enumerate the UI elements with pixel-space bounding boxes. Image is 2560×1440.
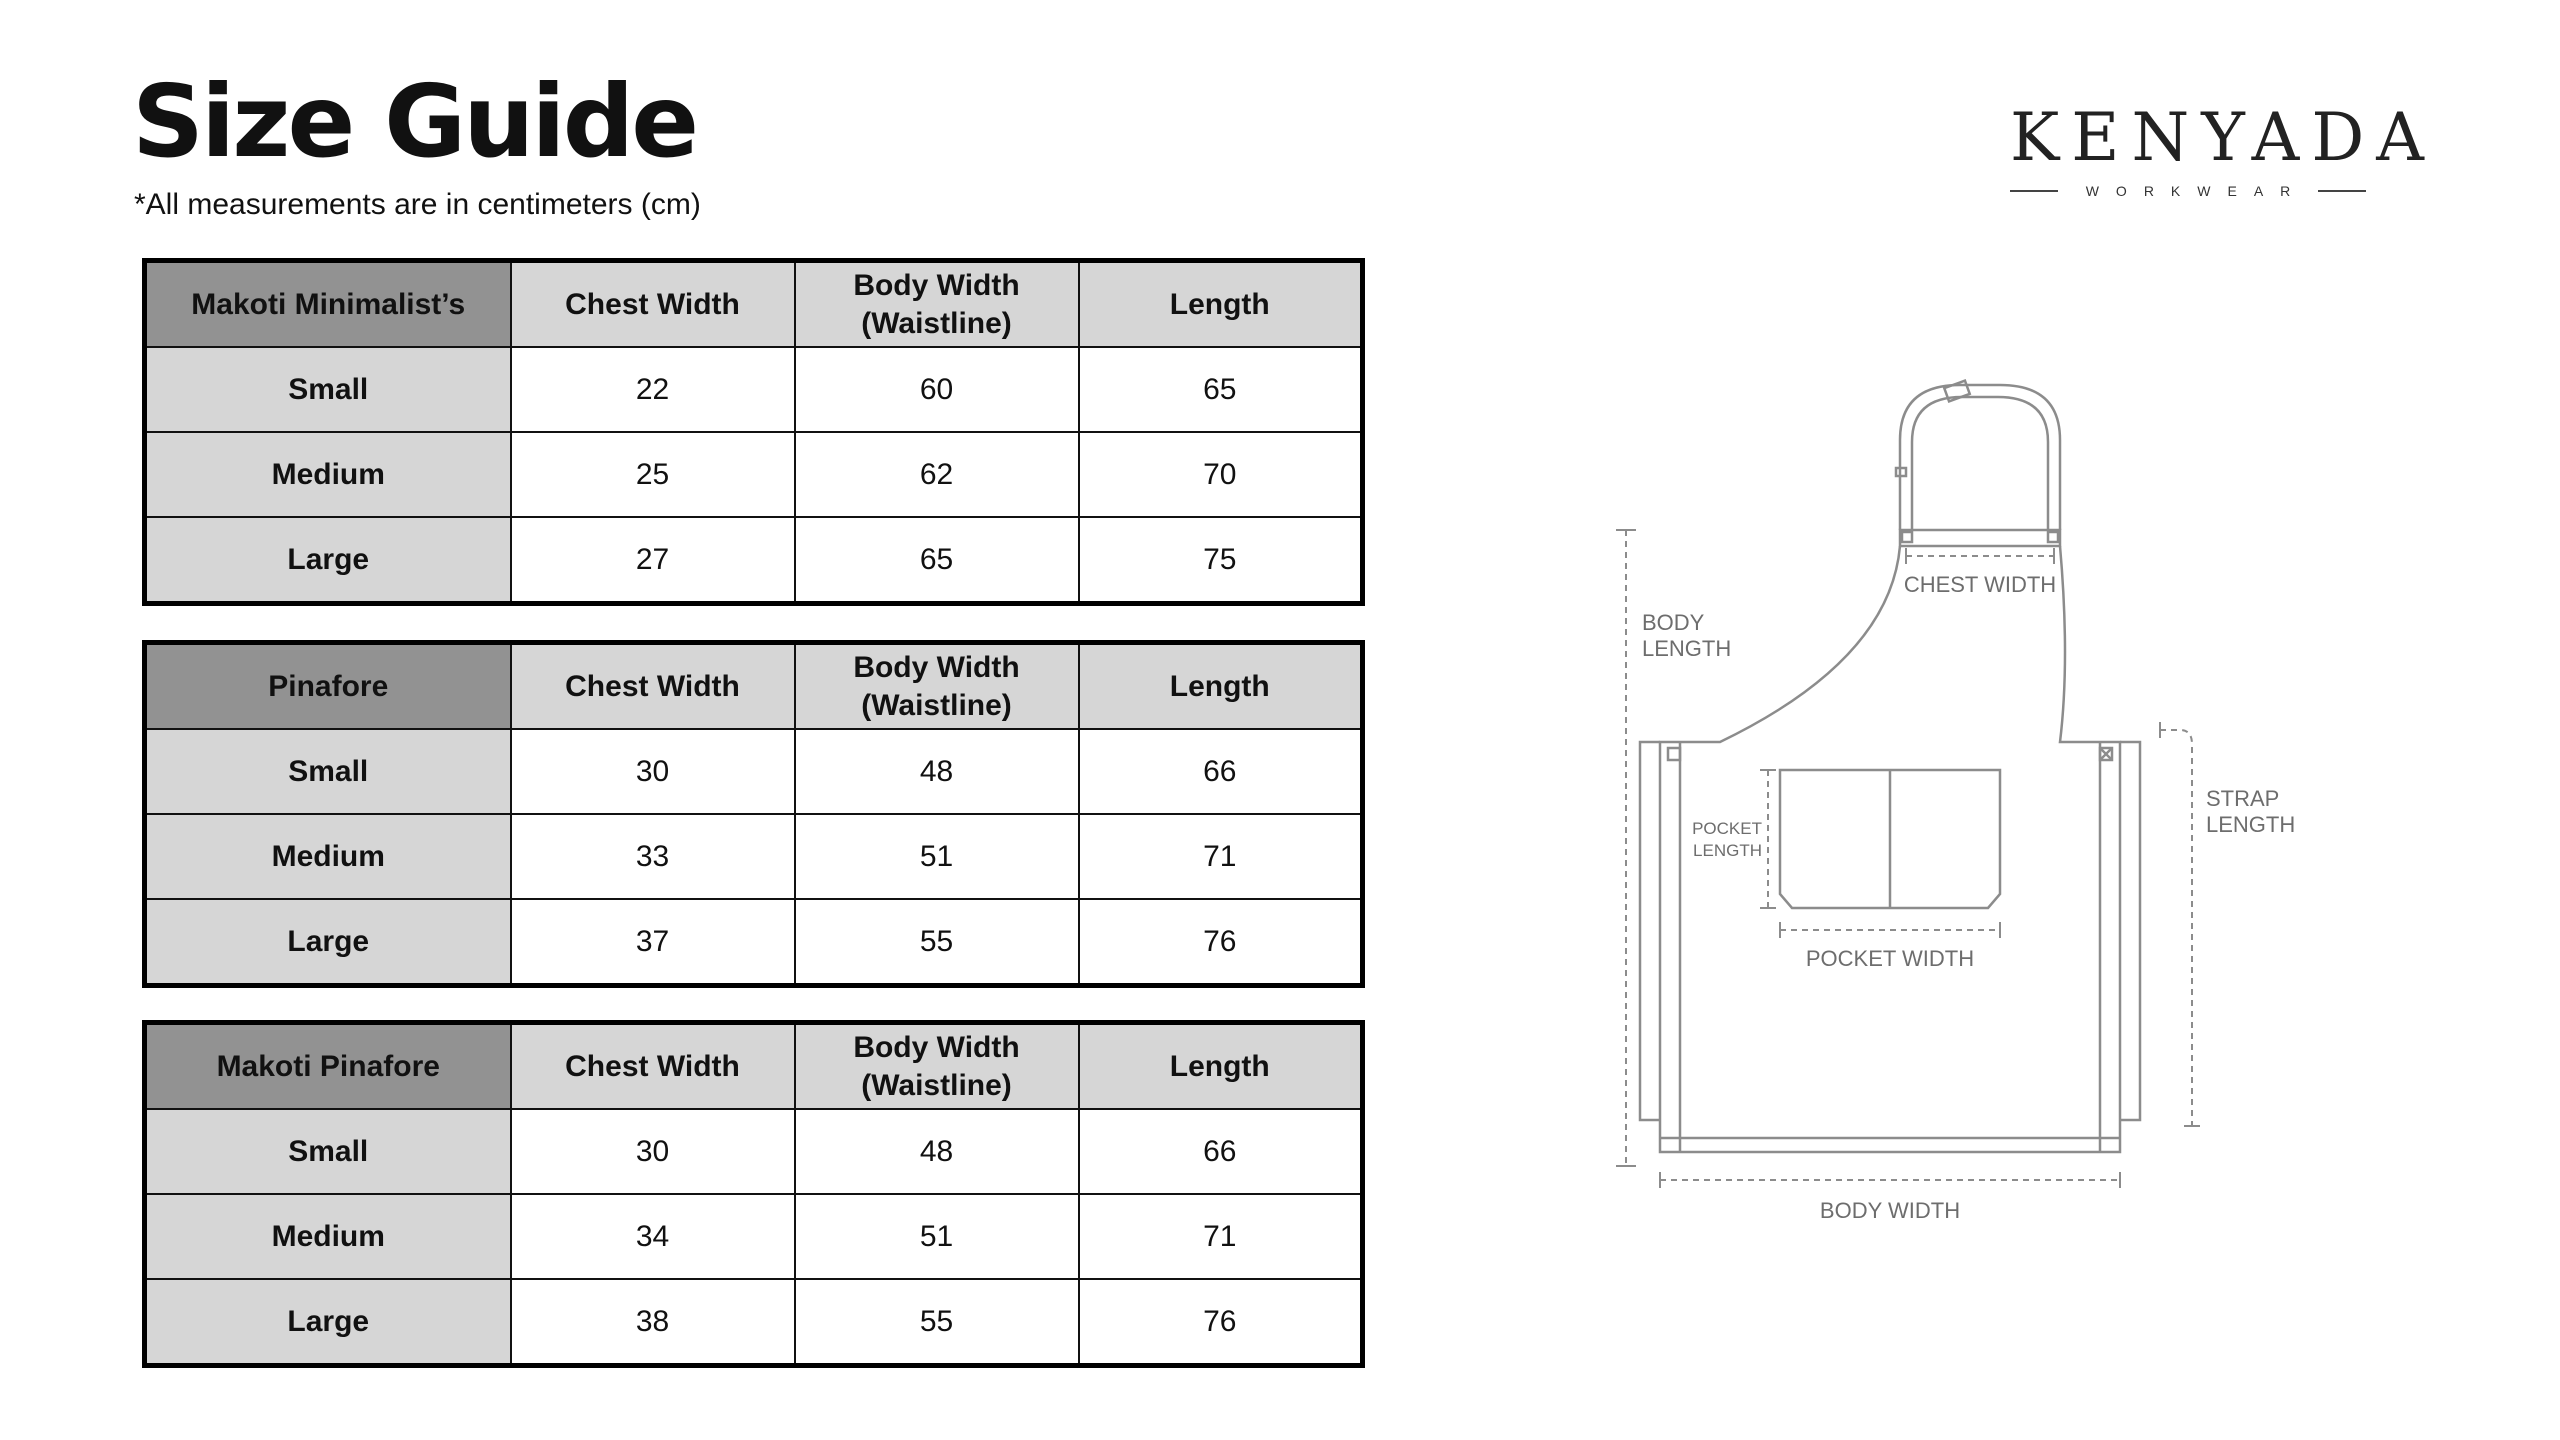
size-label: Large bbox=[145, 899, 511, 986]
body-width-value: 51 bbox=[795, 814, 1079, 899]
chest-width-value: 22 bbox=[511, 347, 795, 432]
brand-name: KENYADA bbox=[2010, 99, 2436, 176]
body-width-value: 55 bbox=[795, 1279, 1079, 1366]
brand-logo bbox=[2010, 99, 2436, 205]
table-row bbox=[145, 347, 1363, 432]
column-header-length: Length bbox=[1079, 261, 1363, 348]
chest-width-value: 34 bbox=[511, 1194, 795, 1279]
body-width-value: 62 bbox=[795, 432, 1079, 517]
chest-width-value: 30 bbox=[511, 1109, 795, 1194]
size-label: Small bbox=[145, 347, 511, 432]
table-row bbox=[145, 899, 1363, 986]
apron-diagram bbox=[1560, 340, 2500, 1240]
column-header-body-width: Body Width (Waistline) bbox=[795, 1023, 1079, 1110]
table-title: Pinafore bbox=[145, 643, 511, 730]
apron-top-hem bbox=[1900, 530, 2060, 546]
chest-width-value: 27 bbox=[511, 517, 795, 604]
pocket-guide-2 bbox=[1818, 768, 1968, 906]
length-value: 75 bbox=[1079, 517, 1363, 604]
pocket-guide bbox=[1818, 768, 2128, 906]
size-label: Small bbox=[145, 1109, 511, 1194]
column-header-chest-width: Chest Width bbox=[511, 1023, 795, 1110]
table-row bbox=[145, 1109, 1363, 1194]
size-label: Large bbox=[145, 517, 511, 604]
measurement-note: *All measurements are in centimeters (cm) bbox=[134, 188, 701, 221]
body-width-value: 48 bbox=[795, 1109, 1079, 1194]
size-label: Medium bbox=[145, 432, 511, 517]
chest-width-value: 33 bbox=[511, 814, 795, 899]
grommet-left bbox=[1902, 532, 1912, 542]
neck-strap-inner bbox=[1912, 397, 2048, 530]
table-row bbox=[145, 1279, 1363, 1366]
table-header-row bbox=[145, 1023, 1363, 1110]
table-title: Makoti Minimalist’s bbox=[145, 261, 511, 348]
column-header-chest-width: Chest Width bbox=[511, 261, 795, 348]
divider bbox=[2318, 190, 2366, 192]
length-value: 76 bbox=[1079, 1279, 1363, 1366]
body-length-label: BODY bbox=[1642, 610, 1705, 635]
column-header-length: Length bbox=[1079, 1023, 1363, 1110]
body-width-value: 55 bbox=[795, 899, 1079, 986]
length-value: 76 bbox=[1079, 899, 1363, 986]
apron-diagram-svg bbox=[1560, 340, 2500, 1240]
chest-width-value: 25 bbox=[511, 432, 795, 517]
body-width-value: 60 bbox=[795, 347, 1079, 432]
waist-strap-left bbox=[1640, 742, 1660, 1120]
pocket-length-label: POCKET bbox=[1692, 819, 1762, 838]
size-label: Medium bbox=[145, 1194, 511, 1279]
page-title: Size Guide bbox=[132, 63, 697, 180]
column-header-chest-width: Chest Width bbox=[511, 643, 795, 730]
pocket-width-label: POCKET WIDTH bbox=[1805, 946, 1975, 971]
neck-strap bbox=[1900, 385, 2060, 530]
waist-strap-right bbox=[2120, 742, 2140, 1120]
table-row bbox=[145, 432, 1363, 517]
column-header-body-width: Body Width (Waistline) bbox=[795, 261, 1079, 348]
size-table-pinafore bbox=[142, 640, 1365, 988]
chest-width-value: 38 bbox=[511, 1279, 795, 1366]
table-header-row bbox=[145, 261, 1363, 348]
column-header-length: Length bbox=[1079, 643, 1363, 730]
body-width-value: 65 bbox=[795, 517, 1079, 604]
size-label: Medium bbox=[145, 814, 511, 899]
size-table-makoti-minimalists bbox=[142, 258, 1365, 606]
chest-width-value: 30 bbox=[511, 729, 795, 814]
size-table-makoti-pinafore bbox=[142, 1020, 1365, 1368]
column-header-body-width: Body Width (Waistline) bbox=[795, 643, 1079, 730]
pocket-length-label: LENGTH bbox=[1693, 841, 1762, 860]
table-title: Makoti Pinafore bbox=[145, 1023, 511, 1110]
length-value: 71 bbox=[1079, 814, 1363, 899]
length-value: 70 bbox=[1079, 432, 1363, 517]
strap-length-label: LENGTH bbox=[2206, 812, 2296, 837]
table-header-row bbox=[145, 643, 1363, 730]
body-width-value: 48 bbox=[795, 729, 1079, 814]
brand-tagline: WORKWEAR bbox=[2085, 183, 2308, 199]
divider bbox=[2010, 190, 2058, 192]
body-width-value: 51 bbox=[795, 1194, 1079, 1279]
table-row bbox=[145, 517, 1363, 604]
strap-length-label: STRAP bbox=[2206, 786, 2280, 811]
size-label: Large bbox=[145, 1279, 511, 1366]
chest-width-value: 37 bbox=[511, 899, 795, 986]
strap-length-dimension bbox=[2160, 730, 2192, 1126]
length-value: 66 bbox=[1079, 1109, 1363, 1194]
grommet-waist-left bbox=[1668, 748, 1680, 760]
table-row bbox=[145, 729, 1363, 814]
table-row bbox=[145, 1194, 1363, 1279]
body-width-label: BODY WIDTH bbox=[1819, 1198, 1961, 1223]
brand-tagline-row bbox=[2010, 181, 2366, 201]
grommet-right bbox=[2048, 532, 2058, 542]
length-value: 71 bbox=[1079, 1194, 1363, 1279]
size-label: Small bbox=[145, 729, 511, 814]
length-value: 66 bbox=[1079, 729, 1363, 814]
chest-width-label: CHEST WIDTH bbox=[1903, 572, 2057, 597]
length-value: 65 bbox=[1079, 347, 1363, 432]
table-row bbox=[145, 814, 1363, 899]
body-length-label: LENGTH bbox=[1642, 636, 1732, 661]
